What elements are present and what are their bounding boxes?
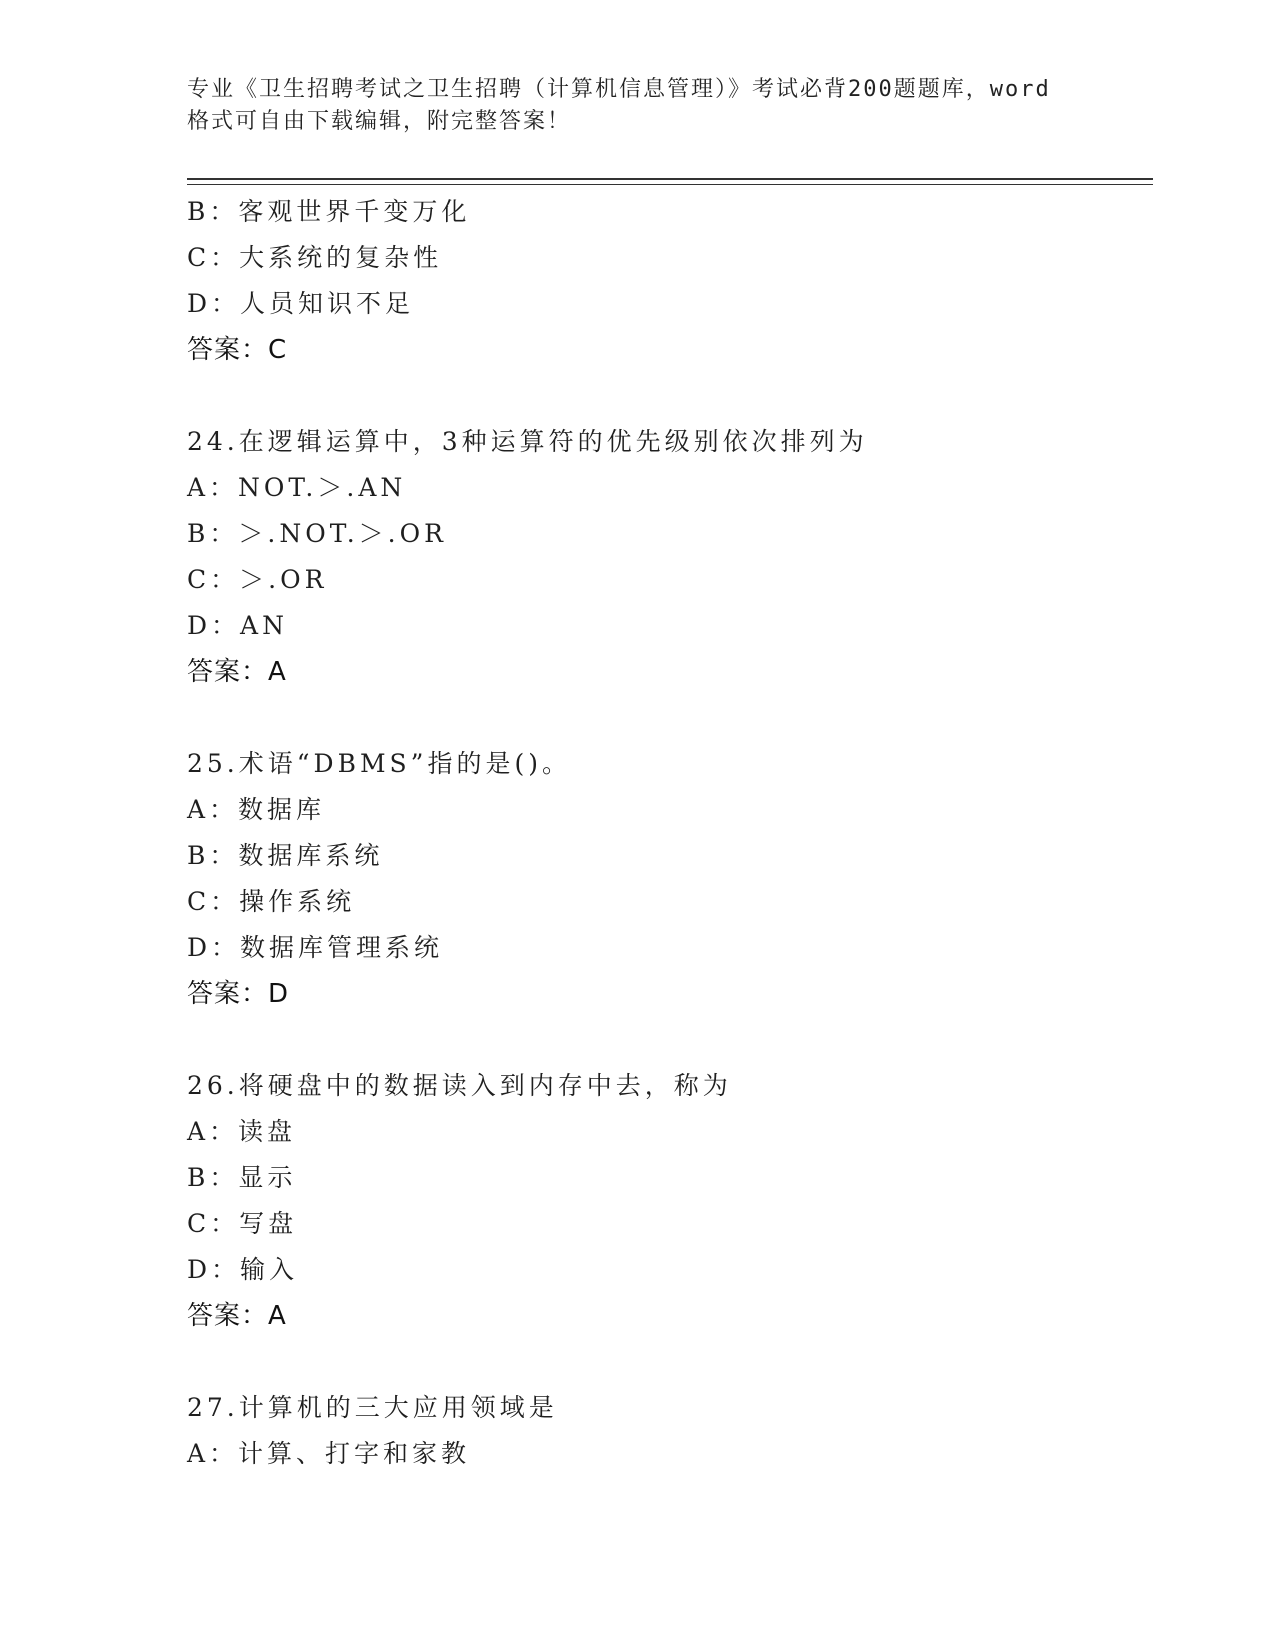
question-23-continued	[187, 189, 1137, 373]
answer: 答案：A	[187, 1301, 287, 1331]
question-26	[187, 1063, 1137, 1339]
option-b: B：显示	[187, 1163, 297, 1192]
question-text: 25.术语“DBMS”指的是()。	[187, 749, 571, 778]
question-25	[187, 741, 1137, 1017]
option-c: C：写盘	[187, 1209, 298, 1238]
question-list	[187, 189, 1137, 1477]
question-text: 27.计算机的三大应用领域是	[187, 1393, 558, 1422]
header-divider-thin	[187, 184, 1153, 185]
option-d: D：人员知识不足	[187, 289, 415, 318]
option-b: B：客观世界千变万化	[187, 197, 471, 226]
question-27	[187, 1385, 1137, 1477]
question-24	[187, 419, 1137, 695]
option-b: B：＞.NOT.＞.OR	[187, 519, 447, 548]
answer: 答案：C	[187, 335, 288, 365]
option-d: D：输入	[187, 1255, 299, 1284]
header-divider-thick	[187, 178, 1153, 180]
option-c: C：＞.OR	[187, 565, 328, 594]
question-text: 26.将硬盘中的数据读入到内存中去，称为	[187, 1071, 732, 1100]
option-d: D：AN	[187, 611, 288, 640]
header-line-1: 专业《卫生招聘考试之卫生招聘（计算机信息管理）》考试必背200题题库，word	[187, 77, 1051, 102]
option-d: D：数据库管理系统	[187, 933, 444, 962]
option-c: C：操作系统	[187, 887, 356, 916]
option-b: B：数据库系统	[187, 841, 384, 870]
option-a: A：NOT.＞.AN	[187, 473, 407, 502]
answer: 答案：D	[187, 979, 290, 1009]
option-c: C：大系统的复杂性	[187, 243, 443, 272]
option-a: A：计算、打字和家教	[187, 1439, 471, 1468]
document-header	[187, 74, 1087, 138]
question-text: 24.在逻辑运算中，3种运算符的优先级别依次排列为	[187, 427, 868, 456]
option-a: A：数据库	[187, 795, 326, 824]
option-a: A：读盘	[187, 1117, 297, 1146]
header-line-2: 格式可自由下载编辑，附完整答案！	[187, 109, 572, 134]
answer: 答案：A	[187, 657, 287, 687]
